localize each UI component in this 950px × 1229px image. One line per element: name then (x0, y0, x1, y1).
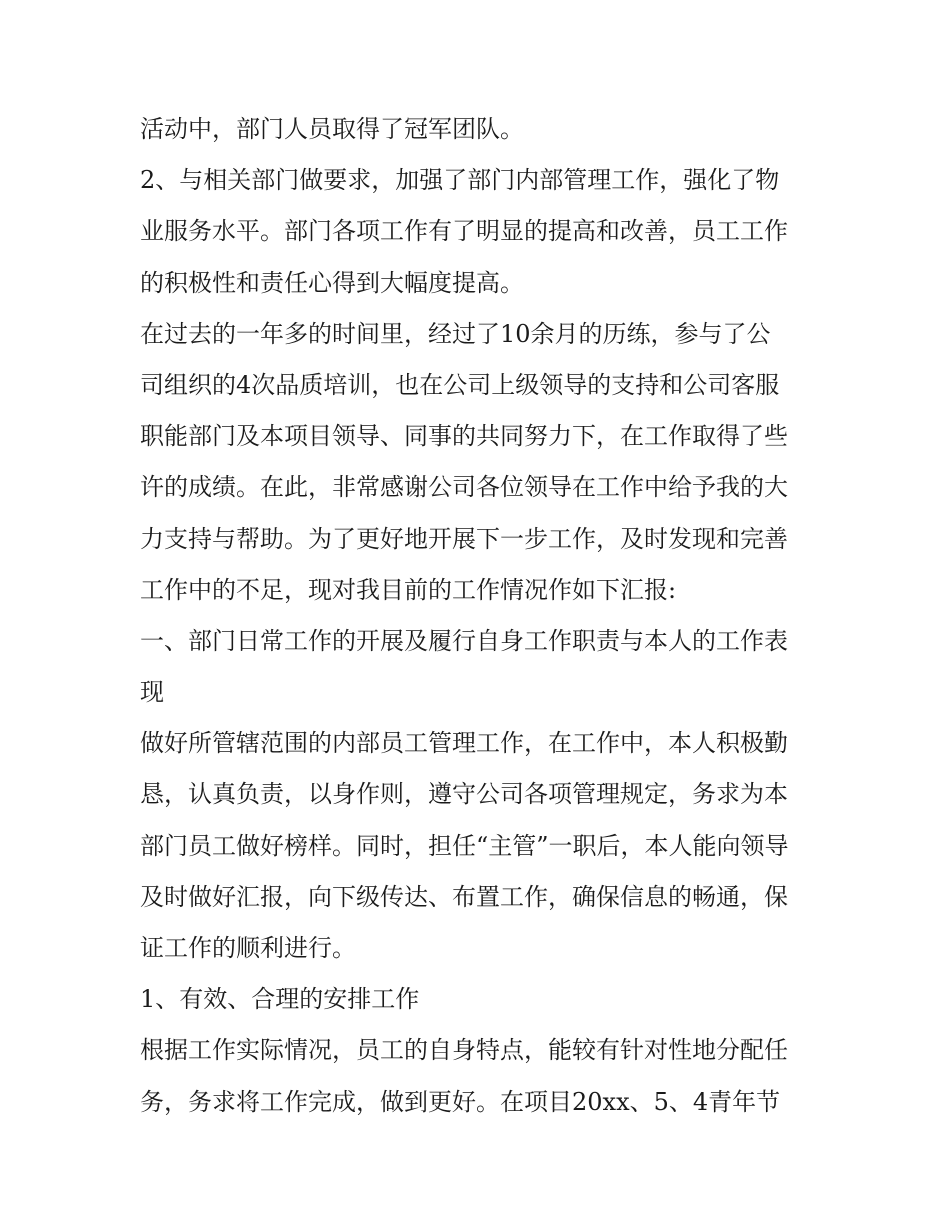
subsection-heading-line: 1、有效、合理的安排工作 (140, 985, 420, 1014)
text-line: 活动中，部门人员取得了冠军团队。 (140, 115, 524, 143)
text-line: 根据工作实际情况，员工的自身特点，能较有针对性地分配任 (140, 1036, 788, 1065)
text-line: 证工作的顺利进行。 (140, 934, 356, 962)
text-line: 及时做好汇报，向下级传达、布置工作，确保信息的畅通，保 (140, 882, 788, 911)
section-heading-line: 一、部门日常工作的开展及履行自身工作职责与本人的工作表 (140, 626, 788, 655)
text-line: 司组织的4次品质培训，也在公司上级领导的支持和公司客服 (140, 370, 780, 399)
document-body (140, 104, 820, 1128)
text-line: 工作中的不足，现对我目前的工作情况作如下汇报: (140, 575, 677, 604)
text-line: 2、与相关部门做要求，加强了部门内部管理工作，强化了物 (140, 166, 780, 195)
text-line: 恳，认真负责，以身作则，遵守公司各项管理规定，务求为本 (140, 780, 788, 809)
text-line: 的积极性和责任心得到大幅度提高。 (140, 268, 524, 297)
text-line: 力支持与帮助。为了更好地开展下一步工作，及时发现和完善 (140, 524, 788, 553)
text-line: 职能部门及本项目领导、同事的共同努力下，在工作取得了些 (140, 422, 788, 451)
text-line: 做好所管辖范围的内部员工管理工作，在工作中，本人积极勤 (140, 729, 788, 758)
text-line: 许的成绩。在此，非常感谢公司各位领导在工作中给予我的大 (140, 473, 788, 502)
text-line: 业服务水平。部门各项工作有了明显的提高和改善，员工工作 (140, 217, 788, 246)
text-line: 部门员工做好榜样。同时，担任“主管”一职后，本人能向领导 (140, 831, 789, 860)
section-heading-line: 现 (140, 678, 164, 707)
text-line: 在过去的一年多的时间里，经过了10余月的历练，参与了公 (140, 319, 771, 348)
text-line: 务，务求将工作完成，做到更好。在项目20xx、5、4青年节 (140, 1087, 781, 1116)
